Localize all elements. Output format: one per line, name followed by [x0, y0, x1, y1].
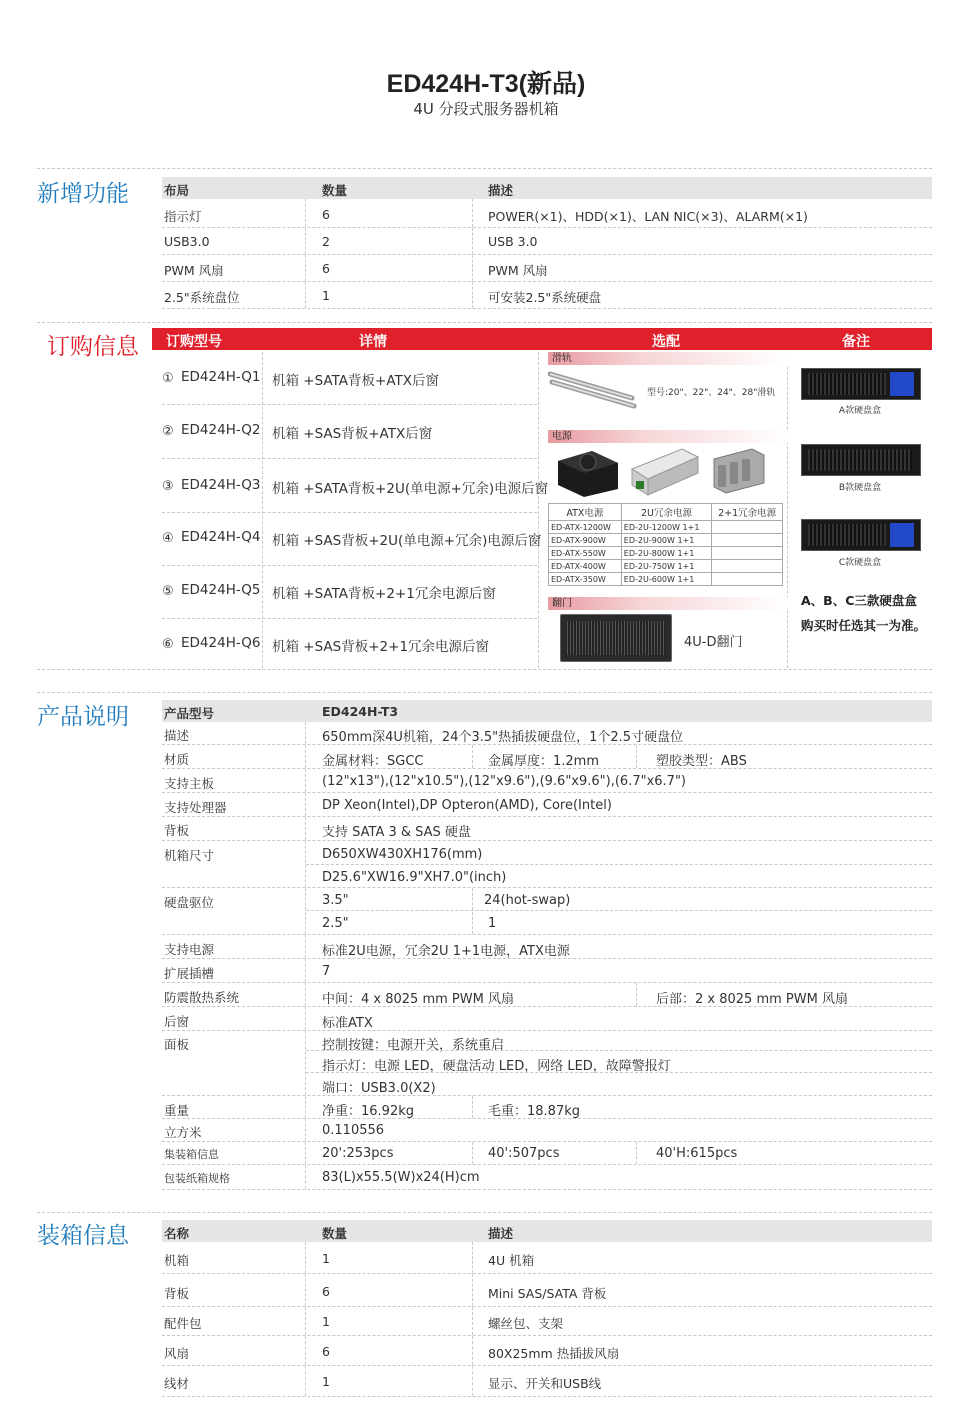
cell: 2.5"系统盘位: [164, 290, 240, 305]
psu-cell: ED-2U-800W 1+1: [621, 547, 711, 560]
col-header: 选配: [652, 334, 680, 350]
spec-row: [162, 722, 932, 745]
spec-row: [162, 1142, 932, 1165]
spec-row: [162, 1096, 932, 1119]
cell: 6: [322, 1344, 330, 1359]
spec-value: (12"x13"),(12"x10.5"),(12"x9.6"),(9.6"x9.6"),(6.7"x6.7"): [322, 774, 686, 789]
spec-value: DP Xeon(Intel),DP Opteron(AMD), Core(Intel): [322, 798, 612, 813]
spec-label: 立方米: [164, 1125, 202, 1140]
drive-tray-c-image: [801, 519, 921, 551]
spec-value: 控制按键：电源开关，系统重启: [322, 1038, 505, 1053]
table-row: [162, 282, 932, 309]
order-row: [162, 459, 549, 513]
spec-value: 塑胶类型：ABS: [656, 754, 747, 769]
cell: 1: [322, 1251, 330, 1266]
cell: 风扇: [164, 1346, 190, 1361]
psu-cell: ED-2U-600W 1+1: [621, 573, 711, 586]
spec-row: [162, 1007, 932, 1031]
spec-value: 金属材料：SGCC: [322, 754, 424, 769]
spec-value: D25.6"XW16.9"XH7.0"(inch): [322, 870, 507, 885]
cell: USB3.0: [164, 234, 210, 249]
spec-value: 24(hot-swap): [484, 893, 571, 908]
spec-label: 重量: [164, 1103, 190, 1118]
cell: USB 3.0: [488, 234, 538, 249]
spec-row: [162, 745, 932, 769]
spec-value: 毛重：18.87kg: [488, 1104, 580, 1119]
col-header: 详情: [359, 334, 387, 350]
section-label-ordering: 订购信息: [47, 334, 139, 360]
divider: [37, 322, 932, 323]
cell: 6: [322, 1284, 330, 1299]
spec-value: 83(L)x55.5(W)x24(H)cm: [322, 1170, 480, 1185]
order-model: ED424H-Q5: [181, 582, 261, 598]
cell: 1: [322, 1374, 330, 1389]
order-row: [162, 619, 537, 668]
order-desc: 机箱 +SATA背板+ATX后窗: [272, 373, 440, 389]
cell: 80X25mm 热插拔风扇: [488, 1346, 620, 1361]
spec-label: 防震散热系统: [164, 990, 240, 1005]
table-row: [162, 255, 932, 282]
spec-row: [162, 935, 932, 959]
table-row: [162, 1336, 932, 1366]
col-header: 数量: [322, 1226, 348, 1241]
spec-row: [162, 793, 932, 817]
spec-label: 支持电源: [164, 942, 215, 957]
drive-tray-a-image: [801, 368, 921, 400]
cell: 1: [322, 1314, 330, 1329]
spec-label: 面板: [164, 1037, 190, 1052]
spec-value: 中间：4 x 8025 mm PWM 风扇: [322, 992, 514, 1007]
spec-label: 硬盘驱位: [164, 895, 215, 910]
order-row: [162, 405, 537, 459]
cell: 可安装2.5"系统硬盘: [488, 290, 602, 305]
order-model: ED424H-Q4: [181, 529, 261, 545]
spec-label: 集装箱信息: [164, 1148, 219, 1161]
tray-caption: C款硬盘盒: [838, 558, 882, 568]
divider: [37, 669, 932, 670]
col-header: ED424H-T3: [322, 704, 399, 719]
psu-cell: [712, 573, 783, 586]
door-label: 翻门: [548, 597, 788, 610]
door-caption: 4U-D翻门: [684, 635, 743, 650]
tray-caption: A款硬盘盒: [838, 406, 882, 416]
redundant-2plus1-psu-image: [708, 445, 768, 497]
spec-value: 后部：2 x 8025 mm PWM 风扇: [656, 992, 848, 1007]
spec-value: 金属厚度：1.2mm: [488, 754, 600, 769]
cell: PWM 风扇: [488, 263, 548, 278]
spec-row: [162, 887, 932, 935]
psu-cell: [712, 534, 783, 547]
cell: PWM 风扇: [164, 263, 224, 278]
spec-value: D650XW430XH176(mm): [322, 847, 483, 862]
cell: 配件包: [164, 1316, 202, 1331]
psu-cell: [712, 547, 783, 560]
spec-value: 1: [488, 916, 497, 931]
atx-psu-image: [552, 445, 622, 497]
col-header: 布局: [164, 183, 190, 198]
order-desc: 机箱 +SAS背板+2+1冗余电源后窗: [272, 639, 490, 655]
tray-note: A、B、C三款硬盘盒: [801, 593, 917, 608]
cell: 背板: [164, 1286, 190, 1301]
psu-cell: ED-ATX-400W: [549, 560, 622, 573]
spec-row: [162, 841, 932, 887]
order-desc: 机箱 +SAS背板+ATX后窗: [272, 426, 433, 442]
section-label-features: 新增功能: [37, 181, 129, 207]
spec-value: 40'H:615pcs: [656, 1146, 738, 1161]
spec-value: 40':507pcs: [488, 1146, 560, 1161]
order-num: ②: [162, 424, 174, 439]
features-table: [162, 177, 932, 309]
order-row: [162, 513, 542, 566]
spec-row: [162, 983, 932, 1007]
page-title: ED424H-T3(新品): [386, 70, 586, 98]
table-header: [162, 1220, 932, 1242]
psu-cell: ED-ATX-900W: [549, 534, 622, 547]
divider: [37, 692, 932, 693]
psu-cell: ED-ATX-350W: [549, 573, 622, 586]
spec-row: [162, 1031, 932, 1096]
table-header: [162, 177, 932, 199]
order-num: ⑤: [162, 584, 174, 599]
cell: 螺丝包、支架: [488, 1316, 564, 1331]
table-row: [162, 1242, 932, 1274]
divider: [37, 168, 932, 169]
spec-value: 20':253pcs: [322, 1146, 394, 1161]
order-model: ED424H-Q2: [181, 422, 261, 438]
spec-label: 材质: [164, 752, 190, 767]
order-desc: 机箱 +SAS背板+2U(单电源+冗余)电源后窗: [272, 533, 542, 549]
spec-value: 3.5": [322, 893, 349, 908]
col-header: 产品型号: [164, 706, 215, 721]
cell: 机箱: [164, 1253, 190, 1268]
spec-row: [162, 817, 932, 841]
spec-label: 背板: [164, 823, 190, 838]
psu-cell: ED-ATX-550W: [549, 547, 622, 560]
spec-label: 后窗: [164, 1014, 190, 1029]
order-desc: 机箱 +SATA背板+2+1冗余电源后窗: [272, 586, 496, 602]
section-label-product: 产品说明: [37, 704, 129, 730]
cell: 2: [322, 234, 330, 249]
redundant-2u-psu-image: [628, 443, 702, 499]
psu-col-header: ATX电源: [549, 504, 622, 521]
col-header: 描述: [488, 183, 514, 198]
rail-caption: 型号:20"、22"、24"、28"滑轨: [647, 388, 776, 398]
spec-label: 扩展插槽: [164, 966, 215, 981]
cell: 线材: [164, 1376, 190, 1391]
spec-value: 0.110556: [322, 1123, 385, 1138]
tray-caption: B款硬盘盒: [838, 483, 882, 493]
order-num: ③: [162, 479, 174, 494]
product-table: [162, 700, 932, 1190]
drive-tray-b-image: [801, 444, 921, 476]
spec-row: [162, 769, 932, 793]
order-model: ED424H-Q6: [181, 635, 261, 651]
table-row: [162, 1307, 932, 1336]
table-row: [162, 1366, 932, 1397]
ordering-header: [152, 328, 932, 350]
section-label-packing: 装箱信息: [37, 1223, 129, 1249]
spec-row: [162, 959, 932, 983]
spec-value: 净重：16.92kg: [322, 1104, 414, 1119]
spec-label: 机箱尺寸: [164, 848, 215, 863]
col-header: 备注: [842, 334, 870, 350]
psu-cell: ED-2U-1200W 1+1: [621, 521, 711, 534]
table-row: [162, 1274, 932, 1307]
spec-value: 指示灯：电源 LED，硬盘活动 LED，网络 LED，故障警报灯: [322, 1059, 671, 1074]
table-header: [162, 700, 932, 722]
spec-value: 650mm深4U机箱，24个3.5"热插拔硬盘位，1个2.5寸硬盘位: [322, 730, 684, 745]
spec-value: 标准2U电源，冗余2U 1+1电源，ATX电源: [322, 944, 570, 959]
psu-label: 电源: [548, 430, 788, 443]
table-row: [162, 199, 932, 228]
psu-table: [548, 503, 783, 586]
order-desc: 机箱 +SATA背板+2U(单电源+冗余)电源后窗: [272, 481, 549, 497]
psu-col-header: 2U冗余电源: [621, 504, 711, 521]
cell: POWER(×1)、HDD(×1)、LAN NIC(×3)、ALARM(×1): [488, 209, 808, 224]
cell: 6: [322, 207, 330, 222]
spec-label: 支持主板: [164, 776, 215, 791]
cell: 显示、开关和USB线: [488, 1376, 602, 1391]
psu-cell: [712, 521, 783, 534]
table-row: [162, 228, 932, 255]
spec-value: 支持 SATA 3 & SAS 硬盘: [322, 825, 471, 840]
spec-row: [162, 1165, 932, 1190]
rail-label: 滑轨: [548, 352, 788, 365]
psu-cell: ED-2U-900W 1+1: [621, 534, 711, 547]
psu-col-header: 2+1冗余电源: [712, 504, 783, 521]
spec-value: 端口：USB3.0(X2): [322, 1081, 436, 1096]
divider: [37, 1212, 932, 1213]
col-header: 订购型号: [166, 334, 222, 350]
order-num: ④: [162, 531, 174, 546]
cell: 指示灯: [164, 209, 202, 224]
packing-table: [162, 1220, 932, 1397]
order-model: ED424H-Q1: [181, 369, 261, 385]
psu-cell: [712, 560, 783, 573]
cell: 4U 机箱: [488, 1253, 535, 1268]
col-header: 数量: [322, 183, 348, 198]
cell: 6: [322, 261, 330, 276]
front-door-image: [560, 614, 672, 662]
order-row: [162, 352, 537, 405]
psu-cell: ED-2U-750W 1+1: [621, 560, 711, 573]
spec-value: 7: [322, 964, 331, 979]
col-header: 名称: [164, 1226, 190, 1241]
order-row: [162, 566, 537, 619]
tray-note: 购买时任选其一为准。: [801, 618, 927, 633]
psu-cell: ED-ATX-1200W: [549, 521, 622, 534]
spec-value: 标准ATX: [322, 1016, 373, 1031]
page-subtitle: 4U 分段式服务器机箱: [413, 100, 559, 118]
order-num: ⑥: [162, 637, 174, 652]
slide-rail-image: [548, 368, 638, 410]
spec-value: 2.5": [322, 916, 349, 931]
spec-label: 描述: [164, 728, 190, 743]
col-header: 描述: [488, 1226, 514, 1241]
order-model: ED424H-Q3: [181, 477, 261, 493]
spec-row: [162, 1119, 932, 1142]
cell: Mini SAS/SATA 背板: [488, 1286, 607, 1301]
cell: 1: [322, 288, 330, 303]
spec-label: 支持处理器: [164, 800, 227, 815]
order-num: ①: [162, 371, 174, 386]
spec-label: 包装纸箱规格: [164, 1172, 230, 1185]
